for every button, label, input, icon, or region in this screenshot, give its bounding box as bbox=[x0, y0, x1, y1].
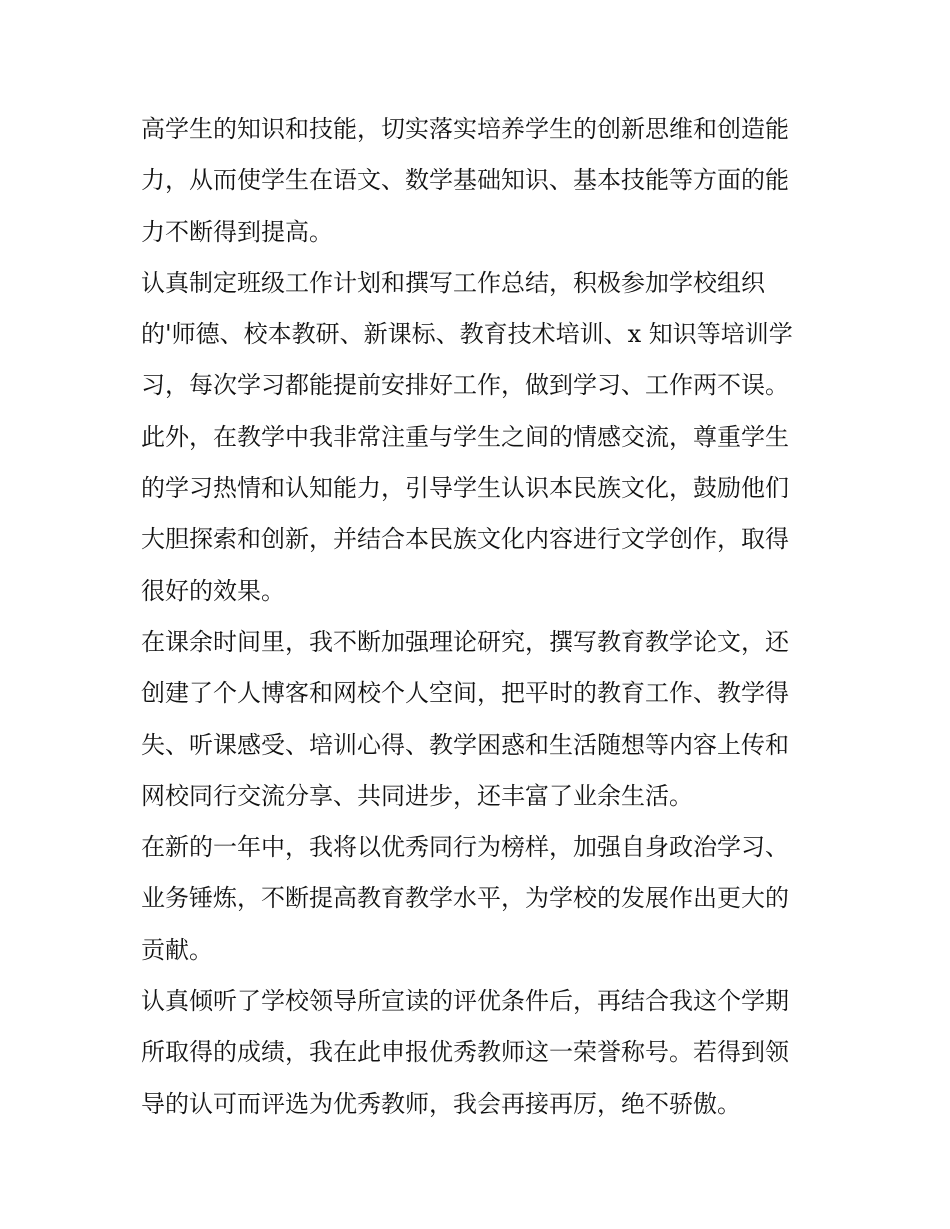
text-line: 大胆探索和创新，并结合本民族文化内容进行文学创作，取得 bbox=[141, 525, 789, 554]
text-line: 的'师德、校本教研、新课标、教育技术培训、x 知识等培训学 bbox=[141, 320, 793, 349]
text-line: 习，每次学习都能提前安排好工作，做到学习、工作两不误。 bbox=[141, 371, 789, 400]
text-line: 力，从而使学生在语文、数学基础知识、基本技能等方面的能 bbox=[141, 166, 789, 195]
text-line: 认真制定班级工作计划和撰写工作总结，积极参加学校组织 bbox=[141, 268, 765, 297]
text-line: 的学习热情和认知能力，引导学生认识本民族文化，鼓励他们 bbox=[141, 474, 789, 503]
text-line: 此外，在教学中我非常注重与学生之间的情感交流，尊重学生 bbox=[141, 422, 789, 451]
text-line: 导的认可而评选为优秀教师，我会再接再厉，绝不骄傲。 bbox=[141, 1089, 741, 1118]
paragraph-4 bbox=[141, 617, 821, 822]
text-line: 创建了个人博客和网校个人空间，把平时的教育工作、教学得 bbox=[141, 679, 789, 708]
paragraph-2 bbox=[141, 258, 821, 412]
paragraph-1 bbox=[141, 104, 821, 258]
paragraph-6 bbox=[141, 976, 821, 1130]
text-line: 认真倾听了学校领导所宣读的评优条件后，再结合我这个学期 bbox=[141, 987, 789, 1016]
text-line: 很好的效果。 bbox=[141, 576, 285, 605]
text-line: 所取得的成绩，我在此申报优秀教师这一荣誉称号。若得到领 bbox=[141, 1038, 789, 1067]
paragraph-5 bbox=[141, 822, 821, 976]
text-line: 力不断得到提高。 bbox=[141, 217, 333, 246]
text-line: 贡献。 bbox=[141, 935, 213, 964]
paragraph-3 bbox=[141, 412, 821, 617]
text-line: 在新的一年中，我将以优秀同行为榜样，加强自身政治学习、 bbox=[141, 833, 789, 862]
text-line: 高学生的知识和技能，切实落实培养学生的创新思维和创造能 bbox=[141, 115, 789, 143]
text-line: 在课余时间里，我不断加强理论研究，撰写教育教学论文，还 bbox=[141, 627, 789, 656]
text-line: 失、听课感受、培训心得、教学困惑和生活随想等内容上传和 bbox=[141, 730, 789, 759]
text-line: 业务锤炼，不断提高教育教学水平，为学校的发展作出更大的 bbox=[141, 884, 789, 913]
text-line: 网校同行交流分享、共同进步，还丰富了业余生活。 bbox=[141, 781, 693, 810]
document-body bbox=[141, 104, 821, 1130]
